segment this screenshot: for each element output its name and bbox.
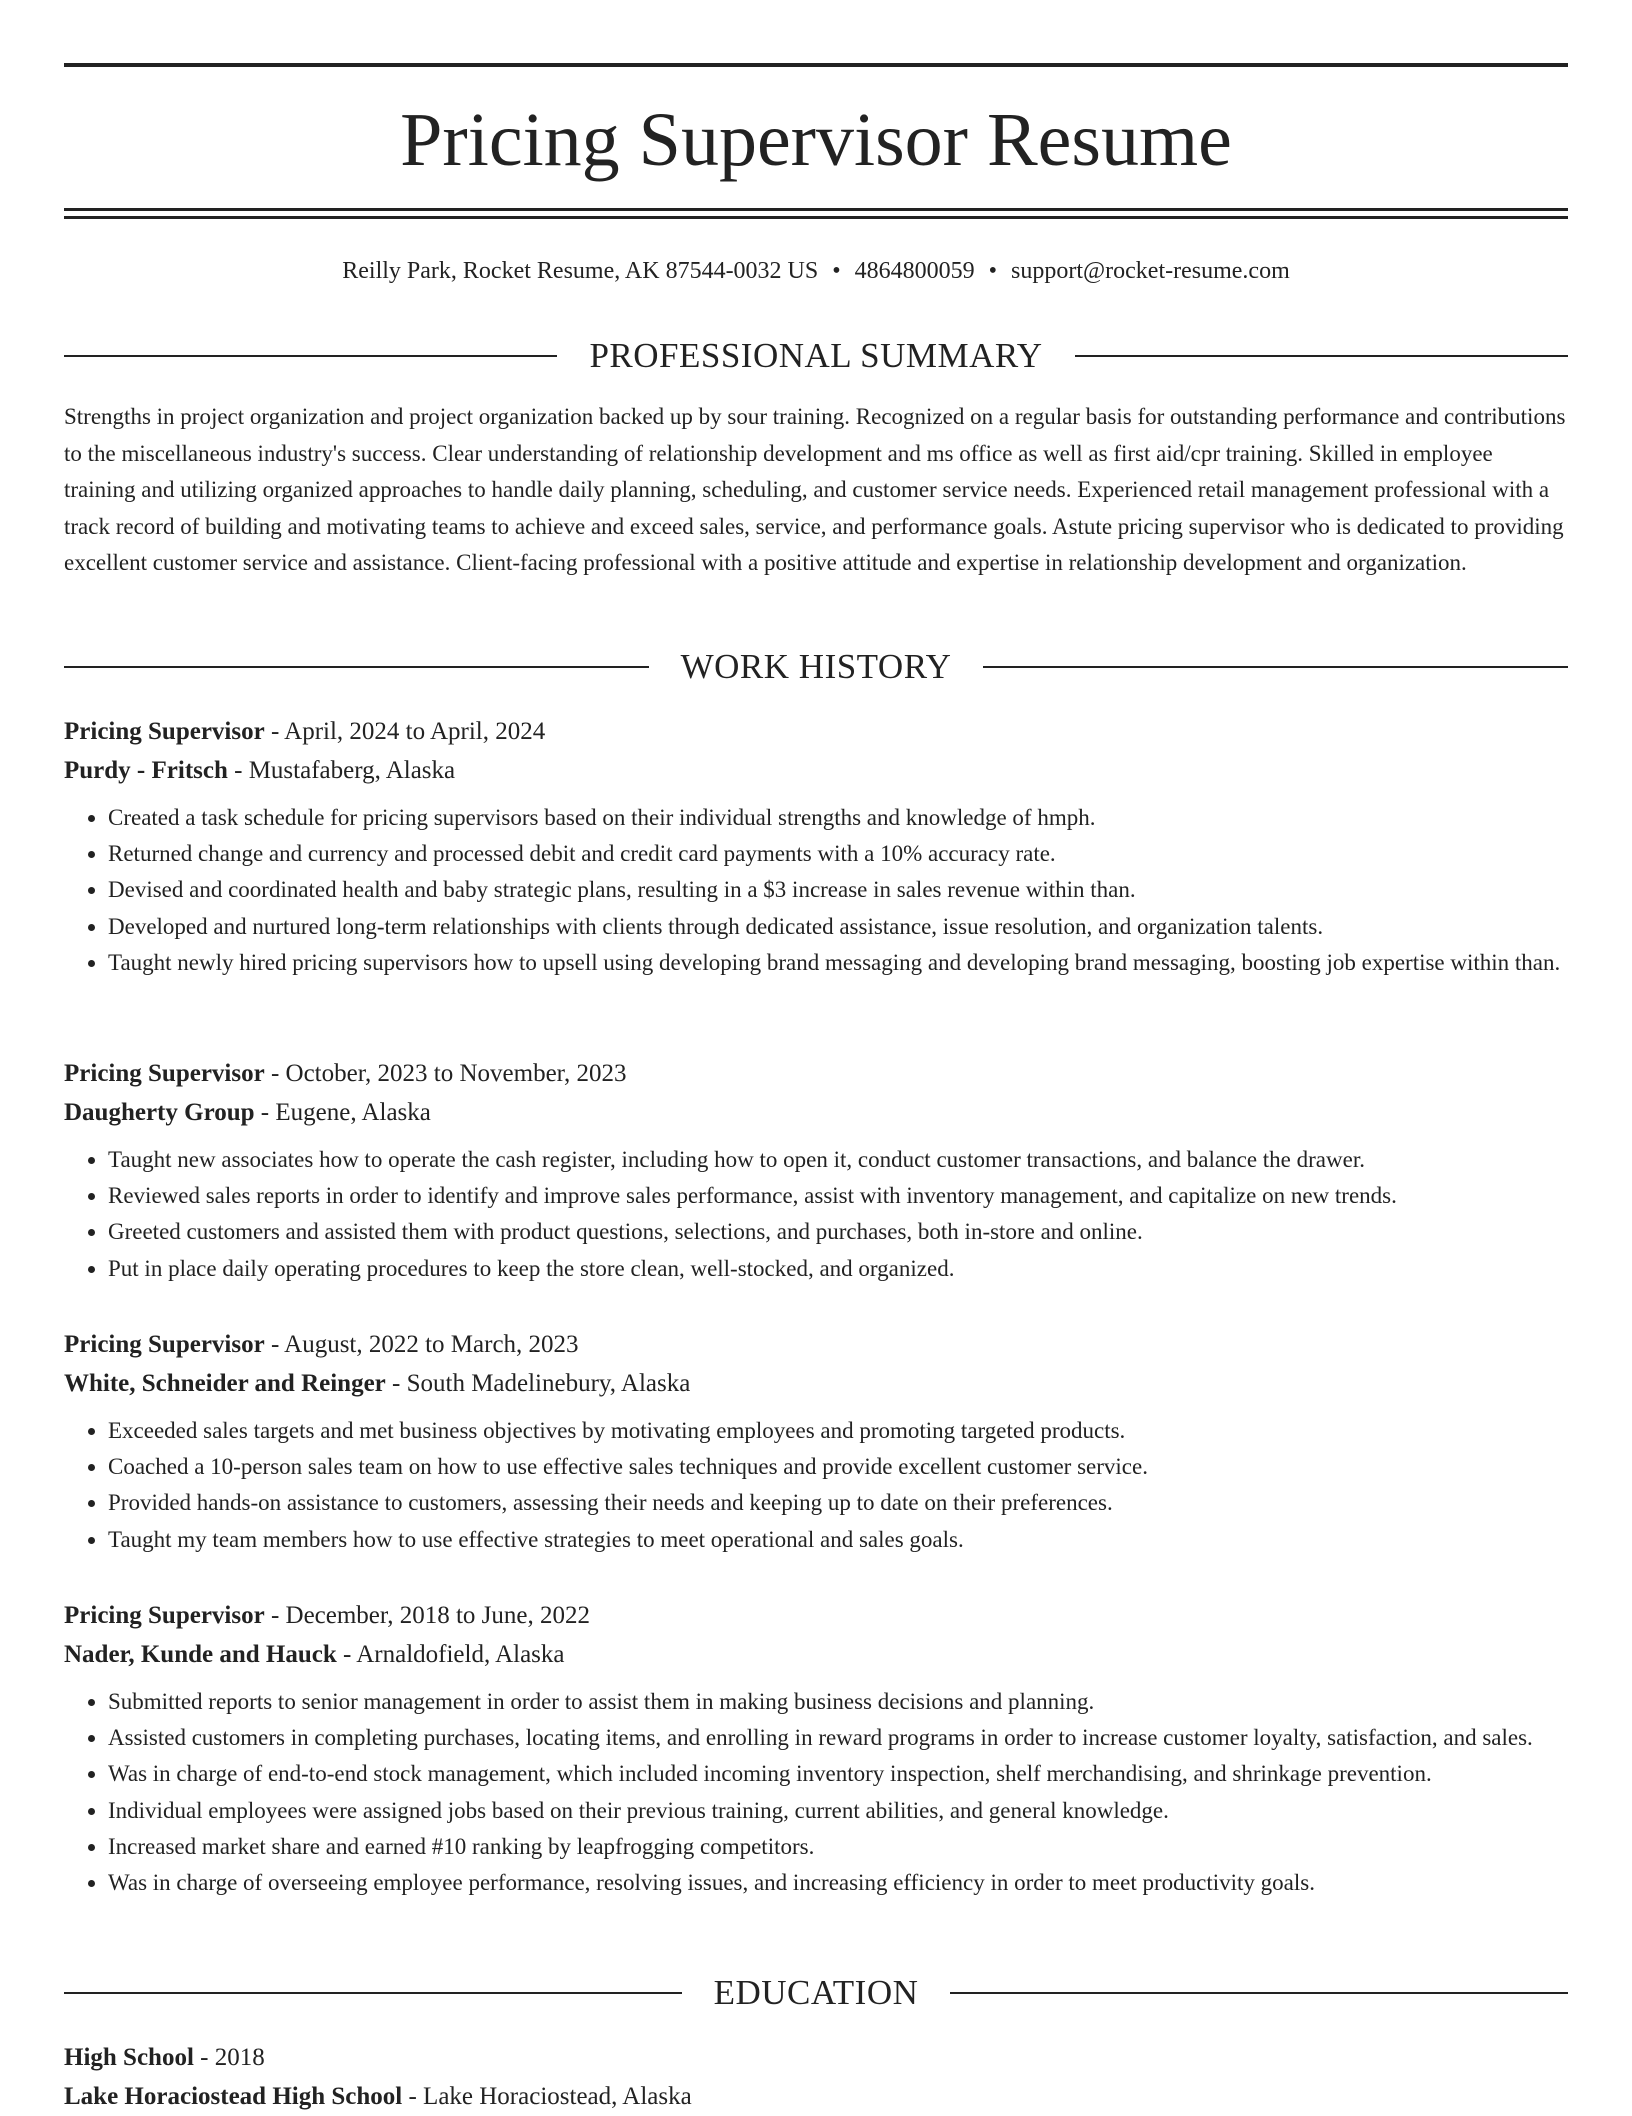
job-bullets bbox=[64, 1684, 1568, 1901]
education-school-line bbox=[64, 2077, 1568, 2116]
job-bullet: • Exceeded sales targets and met business objectives by motivating employees and promoting targeted products. bbox=[108, 1413, 1568, 1449]
job-bullet: • Coached a 10-person sales team on how to use effective sales techniques and provide excellent customer service. bbox=[108, 1449, 1568, 1485]
job-bullet: • Was in charge of overseeing employee performance, resolving issues, and increasing efficiency in order to meet productivity goals. bbox=[108, 1865, 1568, 1901]
heading-rule bbox=[64, 355, 557, 357]
job-bullet: • Put in place daily operating procedures to keep the store clean, well-stocked, and organized. bbox=[108, 1251, 1568, 1287]
job-title-line bbox=[64, 1596, 1568, 1635]
job-bullet: • Developed and nurtured long-term relationships with clients through dedicated assistance, issue resolution, and organization talents. bbox=[108, 909, 1568, 945]
heading-rule bbox=[1075, 355, 1568, 357]
education-heading-label: EDUCATION bbox=[713, 1973, 919, 2012]
job-title-line bbox=[64, 712, 1568, 751]
contact-separator: • bbox=[832, 258, 841, 284]
job-bullets bbox=[64, 1413, 1568, 1558]
title-rule-lower bbox=[64, 216, 1568, 219]
job-bullet: • Created a task schedule for pricing supervisors based on their individual strengths and knowledge of hmph. bbox=[108, 800, 1568, 836]
job-bullet: • Provided hands-on assistance to customers, assessing their needs and keeping up to date on their preferences. bbox=[108, 1485, 1568, 1521]
education-degree-line bbox=[64, 2038, 1568, 2077]
job-company: Daugherty Group bbox=[64, 1099, 255, 1126]
summary-heading-label: PROFESSIONAL SUMMARY bbox=[589, 336, 1043, 375]
job-company-line bbox=[64, 751, 1568, 790]
job-role: Pricing Supervisor bbox=[64, 1602, 265, 1629]
heading-rule bbox=[983, 666, 1568, 668]
job-bullet: • Taught newly hired pricing supervisors how to upsell using developing brand messaging and developing brand messaging, boosting job expertise within than. bbox=[108, 945, 1568, 981]
contact-email: support@rocket-resume.com bbox=[1011, 258, 1290, 284]
summary-text: Strengths in project organization and project organization backed up by sour training. Recognized on a regular basis for outstanding performance and contributions to the miscellaneous industry's success. Clear understanding of relationship development and ms office as well as first aid/cpr training. Skilled in employee training and utilizing organized approaches to handle daily planning, scheduling, and customer service needs. Experienced retail management professional with a track record of building and motivating teams to achieve and exceed sales, service, and performance goals. Astute pricing supervisor who is dedicated to providing excellent customer service and assistance. Client-facing professional with a positive attitude and expertise in relationship development and organization. bbox=[64, 404, 1566, 576]
job-company: Purdy - Fritsch bbox=[64, 757, 228, 784]
job-entry bbox=[64, 1054, 1568, 1287]
job-location: - Mustafaberg, Alaska bbox=[227, 757, 456, 784]
job-bullet: • Increased market share and earned #10 ranking by leapfrogging competitors. bbox=[108, 1829, 1568, 1865]
job-location: - Eugene, Alaska bbox=[254, 1099, 431, 1126]
job-company-line bbox=[64, 1635, 1568, 1674]
job-company: White, Schneider and Reinger bbox=[64, 1370, 386, 1397]
contact-line bbox=[64, 255, 1568, 287]
heading-rule bbox=[64, 1992, 682, 1994]
job-role: Pricing Supervisor bbox=[64, 1331, 265, 1358]
work-history-heading bbox=[64, 645, 1568, 689]
job-bullet: • Reviewed sales reports in order to identify and improve sales performance, assist with inventory management, and capitalize on new trends. bbox=[108, 1178, 1568, 1214]
job-bullet: • Submitted reports to senior management in order to assist them in making business decisions and planning. bbox=[108, 1684, 1568, 1720]
job-bullet: • Was in charge of end-to-end stock management, which included incoming inventory inspection, shelf merchandising, and shrinkage prevention. bbox=[108, 1756, 1568, 1792]
job-company-line bbox=[64, 1364, 1568, 1403]
resume-title: Pricing Supervisor Resume bbox=[400, 98, 1232, 182]
job-bullets bbox=[64, 800, 1568, 981]
job-dates: - October, 2023 to November, 2023 bbox=[264, 1060, 627, 1087]
job-title-line bbox=[64, 1325, 1568, 1364]
job-role: Pricing Supervisor bbox=[64, 1060, 265, 1087]
job-entry bbox=[64, 712, 1568, 981]
job-entry bbox=[64, 1325, 1568, 1558]
education-year: - 2018 bbox=[193, 2044, 265, 2071]
job-bullet: • Assisted customers in completing purchases, locating items, and enrolling in reward programs in order to increase customer loyalty, satisfaction, and sales. bbox=[108, 1720, 1568, 1756]
job-bullets bbox=[64, 1142, 1568, 1287]
education-entry bbox=[64, 2038, 1568, 2116]
job-title-line bbox=[64, 1054, 1568, 1093]
job-bullet: • Taught new associates how to operate the cash register, including how to open it, conduct customer transactions, and balance the drawer. bbox=[108, 1142, 1568, 1178]
work-history-heading-label: WORK HISTORY bbox=[680, 647, 952, 686]
education-heading bbox=[64, 1971, 1568, 2015]
job-dates: - April, 2024 to April, 2024 bbox=[264, 718, 546, 745]
contact-phone: 4864800059 bbox=[854, 258, 975, 284]
heading-rule bbox=[64, 666, 649, 668]
job-company-line bbox=[64, 1093, 1568, 1132]
title-rule-upper bbox=[64, 208, 1568, 211]
job-entry bbox=[64, 1596, 1568, 1901]
heading-rule bbox=[950, 1992, 1568, 1994]
education-school: Lake Horaciostead High School bbox=[64, 2083, 403, 2110]
education-location: - Lake Horaciostead, Alaska bbox=[402, 2083, 692, 2110]
top-rule bbox=[64, 63, 1568, 67]
contact-separator: • bbox=[988, 258, 998, 284]
job-dates: - December, 2018 to June, 2022 bbox=[264, 1602, 590, 1629]
summary-heading bbox=[64, 334, 1568, 378]
job-location: - Arnaldofield, Alaska bbox=[336, 1641, 565, 1668]
job-role: Pricing Supervisor bbox=[64, 718, 265, 745]
job-bullet: • Taught my team members how to use effective strategies to meet operational and sales goals. bbox=[108, 1522, 1568, 1558]
education-degree: High School bbox=[64, 2044, 194, 2071]
job-bullet: • Devised and coordinated health and baby strategic plans, resulting in a $3 increase in sales revenue within than. bbox=[108, 872, 1568, 908]
job-bullet: • Individual employees were assigned jobs based on their previous training, current abilities, and general knowledge. bbox=[108, 1793, 1568, 1829]
job-bullet: • Returned change and currency and processed debit and credit card payments with a 10% accuracy rate. bbox=[108, 836, 1568, 872]
job-dates: - August, 2022 to March, 2023 bbox=[264, 1331, 579, 1358]
job-company: Nader, Kunde and Hauck bbox=[64, 1641, 337, 1668]
job-bullet: • Greeted customers and assisted them with product questions, selections, and purchases, both in-store and online. bbox=[108, 1214, 1568, 1250]
job-location: - South Madelinebury, Alaska bbox=[385, 1370, 691, 1397]
contact-address: Reilly Park, Rocket Resume, AK 87544-0032 US bbox=[342, 258, 819, 284]
